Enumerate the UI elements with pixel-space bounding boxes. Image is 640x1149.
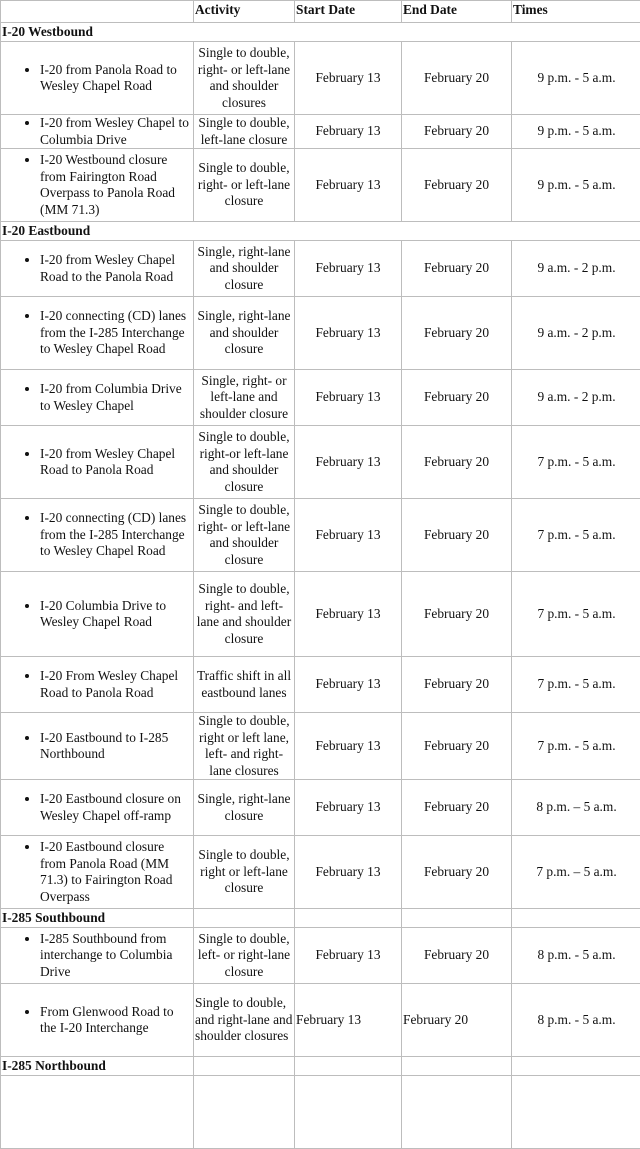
header-row <box>1 1 640 23</box>
row-start-date: February 13 <box>295 370 402 426</box>
row-start-date: February 13 <box>295 297 402 370</box>
row-end-date: February 20 <box>402 836 512 909</box>
row-end-date: February 20 <box>402 149 512 222</box>
row-times: 7 p.m. - 5 a.m. <box>512 426 640 499</box>
row-times: 9 a.m. - 2 p.m. <box>512 297 640 370</box>
row-start-date: February 13 <box>295 713 402 780</box>
table-row <box>1 241 640 297</box>
section-title: I-20 Eastbound <box>1 222 640 241</box>
section-header-i285-northbound <box>1 1057 640 1076</box>
table-row <box>1 836 640 909</box>
row-end-date: February 20 <box>402 370 512 426</box>
row-times: 8 p.m. – 5 a.m. <box>512 780 640 836</box>
row-times: 7 p.m. - 5 a.m. <box>512 572 640 657</box>
header-location <box>1 1 194 23</box>
row-location: • I-20 from Wesley Chapel to Columbia Drive <box>40 115 192 148</box>
row-end-date: February 20 <box>402 572 512 657</box>
row-location: • I-20 From Wesley Chapel Road to Panola Road <box>40 668 192 701</box>
row-start-date: February 13 <box>295 984 402 1057</box>
row-end-date: February 20 <box>402 713 512 780</box>
table-row <box>1 149 640 222</box>
row-start-date: February 13 <box>295 241 402 297</box>
row-location: • I-20 Eastbound closure on Wesley Chapel off-ramp <box>40 791 192 824</box>
row-activity: Single to double, right- or left-lane and shoulder closure <box>194 499 295 572</box>
row-end-date: February 20 <box>402 984 512 1057</box>
row-times: 8 p.m. - 5 a.m. <box>512 928 640 984</box>
row-location: • I-20 Eastbound closure from Panola Road (MM 71.3) to Fairington Road Overpass <box>40 839 192 905</box>
row-location: • I-285 Southbound from interchange to Columbia Drive <box>40 931 192 981</box>
row-times: 9 p.m. - 5 a.m. <box>512 115 640 149</box>
row-location: • I-20 from Wesley Chapel Road to the Panola Road <box>40 252 192 285</box>
row-times: 7 p.m. - 5 a.m. <box>512 657 640 713</box>
header-times: Times <box>512 1 640 23</box>
row-activity: Single, right-lane and shoulder closure <box>194 297 295 370</box>
row-times: 7 p.m. – 5 a.m. <box>512 836 640 909</box>
row-end-date: February 20 <box>402 297 512 370</box>
row-end-date: February 20 <box>402 115 512 149</box>
row-location: • I-20 Eastbound to I-285 Northbound <box>40 730 192 763</box>
section-header-i20-eastbound <box>1 222 640 241</box>
row-activity: Single, right-lane closure <box>194 780 295 836</box>
row-end-date: February 20 <box>402 499 512 572</box>
row-location: • I-20 connecting (CD) lanes from the I-285 Interchange to Wesley Chapel Road <box>40 308 192 358</box>
table-row <box>1 928 640 984</box>
row-location: • I-20 connecting (CD) lanes from the I-285 Interchange to Wesley Chapel Road <box>40 510 192 560</box>
row-end-date: February 20 <box>402 928 512 984</box>
row-activity: Single to double, right-or left-lane and shoulder closure <box>194 426 295 499</box>
row-times: 9 p.m. - 5 a.m. <box>512 42 640 115</box>
row-activity: Single to double, right- or left-lane closure <box>194 149 295 222</box>
header-activity: Activity <box>194 1 295 23</box>
row-location: • I-20 Columbia Drive to Wesley Chapel Road <box>40 598 192 631</box>
row-times: 8 p.m. - 5 a.m. <box>512 984 640 1057</box>
table-row <box>1 370 640 426</box>
row-end-date: February 20 <box>402 780 512 836</box>
header-start-date: Start Date <box>295 1 402 23</box>
row-activity: Single, right-lane and shoulder closure <box>194 241 295 297</box>
row-start-date: February 13 <box>295 780 402 836</box>
section-title: I-20 Westbound <box>1 23 640 42</box>
row-end-date: February 20 <box>402 426 512 499</box>
row-location: • I-20 Westbound closure from Fairington Road Overpass to Panola Road (MM 71.3) <box>40 152 192 218</box>
row-location: • I-20 from Panola Road to Wesley Chapel Road <box>40 62 192 95</box>
table-row <box>1 499 640 572</box>
row-start-date: February 13 <box>295 836 402 909</box>
row-location: • I-20 from Wesley Chapel Road to Panola Road <box>40 446 192 479</box>
row-start-date: February 13 <box>295 657 402 713</box>
row-activity: Single to double, left-lane closure <box>194 115 295 149</box>
row-times: 7 p.m. - 5 a.m. <box>512 499 640 572</box>
row-start-date: February 13 <box>295 115 402 149</box>
table-row <box>1 426 640 499</box>
section-header-i20-westbound <box>1 23 640 42</box>
table-row <box>1 42 640 115</box>
table-row-partial <box>1 1076 640 1149</box>
table-row <box>1 572 640 657</box>
row-start-date: February 13 <box>295 149 402 222</box>
header-end-date: End Date <box>402 1 512 23</box>
row-activity: Single to double, right- and left-lane and shoulder closure <box>194 572 295 657</box>
table-row <box>1 984 640 1057</box>
row-activity: Single to double, right or left-lane closure <box>194 836 295 909</box>
row-activity: Single to double, and right-lane and shoulder closures <box>194 984 295 1057</box>
table-row <box>1 780 640 836</box>
row-end-date: February 20 <box>402 657 512 713</box>
table-row <box>1 115 640 149</box>
row-times: 9 p.m. - 5 a.m. <box>512 149 640 222</box>
row-start-date: February 13 <box>295 928 402 984</box>
row-times: 9 a.m. - 2 p.m. <box>512 370 640 426</box>
section-title: I-285 Northbound <box>1 1057 194 1076</box>
row-end-date: February 20 <box>402 241 512 297</box>
row-start-date: February 13 <box>295 426 402 499</box>
row-location: • I-20 from Columbia Drive to Wesley Chapel <box>40 381 192 414</box>
row-times: 7 p.m. - 5 a.m. <box>512 713 640 780</box>
row-activity: Single, right- or left-lane and shoulder closure <box>194 370 295 426</box>
table-row <box>1 657 640 713</box>
row-activity: Single to double, left- or right-lane closure <box>194 928 295 984</box>
table-row <box>1 713 640 780</box>
row-times: 9 a.m. - 2 p.m. <box>512 241 640 297</box>
section-header-i285-southbound <box>1 909 640 928</box>
row-activity: Single to double, right or left lane, left- and right-lane closures <box>194 713 295 780</box>
row-activity: Traffic shift in all eastbound lanes <box>194 657 295 713</box>
row-start-date: February 13 <box>295 572 402 657</box>
section-title: I-285 Southbound <box>1 909 194 928</box>
row-location: • From Glenwood Road to the I-20 Interchange <box>40 1004 192 1037</box>
row-activity: Single to double, right- or left-lane and shoulder closures <box>194 42 295 115</box>
row-start-date: February 13 <box>295 499 402 572</box>
row-end-date: February 20 <box>402 42 512 115</box>
row-start-date: February 13 <box>295 42 402 115</box>
table-row <box>1 297 640 370</box>
